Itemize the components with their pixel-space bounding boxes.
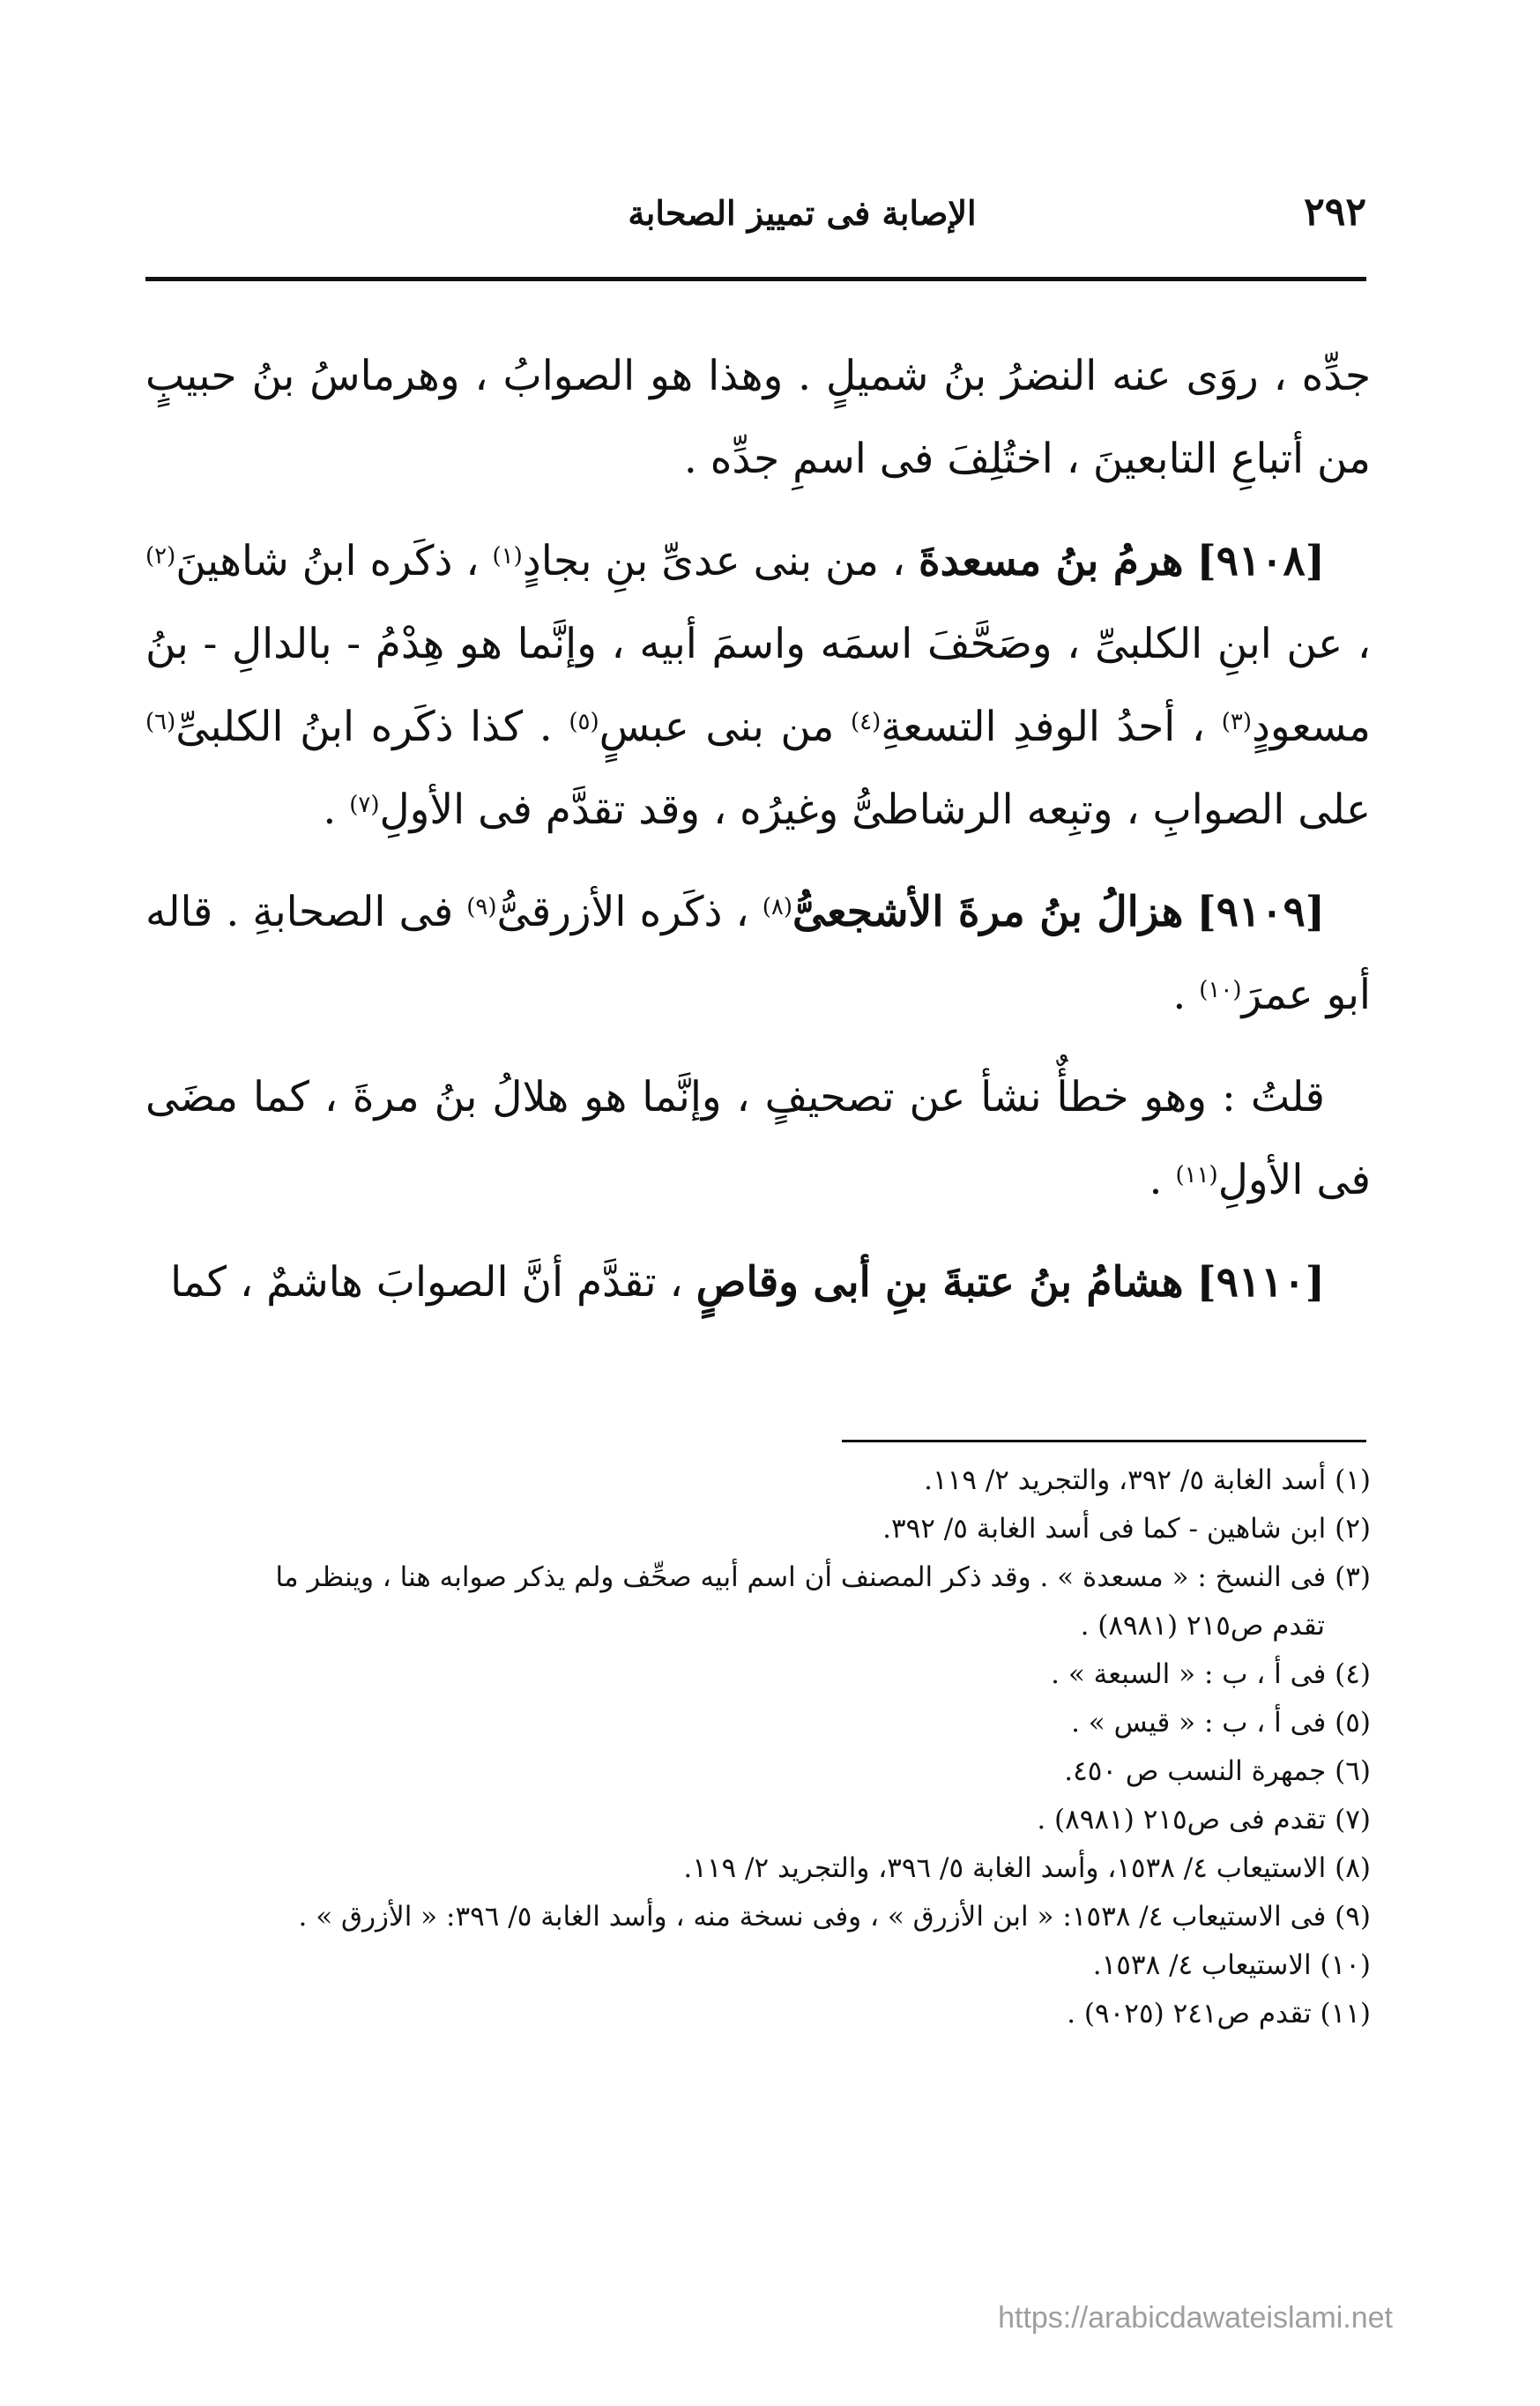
entry-number: [٩١٠٩] (1196, 888, 1325, 936)
entry-text: ، عن ابنِ الكلبىِّ ، وصَحَّفَ اسمَه واسمَ أبيه ، وإنَّما هو هِدْمُ - بالدالِ - بنُ مسعودٍ (145, 620, 1371, 751)
footnote-ref: (١) (492, 543, 523, 570)
entry-text: ، ذكَره ابنُ شاهينَ (175, 537, 480, 585)
entry-9109 (145, 871, 1371, 1037)
entry-9110 (145, 1241, 1371, 1324)
main-text (145, 335, 1371, 1344)
entry-name: هرمُ بنُ مسعدةَ (919, 537, 1184, 585)
paragraph-continuation: جدِّه ، روَى عنه النضرُ بنُ شميلٍ . وهذا هو الصوابُ ، وهرماسُ بنُ حبيبٍ من أتباعِ التابعينَ ، اختُلِفَ فى اسمِ جدِّه . (145, 352, 1371, 483)
commentary-paragraph (145, 1056, 1371, 1222)
footnote-1: (١) أسد الغابة ٥/ ٣٩٢، والتجريد ٢/ ١١٩. (924, 1464, 1371, 1496)
watermark-url: https://arabicdawateislami.net (998, 2301, 1393, 2335)
footnote-ref: (٨) (762, 894, 792, 920)
footnote-ref: (٩) (466, 894, 497, 920)
footnote-5: (٥) فى أ ، ب : « قيس » . (1071, 1707, 1371, 1739)
entry-text: على الصوابِ ، وتبِعه الرشاطىُّ وغيرُه ، وقد تقدَّم فى الأولِ (379, 786, 1371, 834)
footnote-4: (٤) فى أ ، ب : « السبعة » . (1051, 1658, 1371, 1690)
footnote-3-continuation (145, 1602, 1371, 1650)
footnote-ref: (٢) (145, 543, 176, 570)
entry-9108 (145, 520, 1371, 852)
footnote-3-continuation-text: تقدم ص٢١٥ (٨٩٨١) . (1080, 1610, 1325, 1642)
footnotes (145, 1456, 1371, 2038)
footnote-2: (٢) ابن شاهين - كما فى أسد الغابة ٥/ ٣٩٢. (882, 1513, 1371, 1545)
header-rule (145, 277, 1366, 281)
footnote-11: (١١) تقدم ص٢٤١ (٩٠٢٥) . (1067, 1998, 1371, 2030)
running-title: الإصابة فى تمييز الصحابة (628, 193, 977, 233)
entry-text: . كذا ذكَره ابنُ الكلبىِّ (175, 703, 553, 751)
page-header (150, 190, 1366, 251)
entry-name: هزالُ بنُ مرةَ الأشجعىُّ (792, 888, 1184, 936)
footnote-6: (٦) جمهرة النسب ص ٤٥٠. (1064, 1755, 1371, 1787)
footnote-rule (842, 1440, 1366, 1442)
page-number: ٢٩٢ (1304, 190, 1366, 235)
footnote-ref: (٣) (1221, 709, 1252, 735)
entry-text: . (1172, 971, 1187, 1019)
entry-text: فى الصحابةِ . قاله أبو عمرَ (145, 888, 1371, 1019)
entry-text: من بنى عبسٍ (599, 703, 835, 751)
entry-number: [٩١٠٨] (1196, 537, 1325, 585)
footnote-ref: (١٠) (1199, 977, 1242, 1003)
footnote-10: (١٠) الاستيعاب ٤/ ١٥٣٨. (1092, 1949, 1371, 1981)
footnote-ref: (٤) (850, 709, 882, 735)
footnote-9: (٩) فى الاستيعاب ٤/ ١٥٣٨: « ابن الأزرق » ، وفى نسخة منه ، وأسد الغابة ٥/ ٣٩٦: « الأزرق » . (298, 1901, 1371, 1933)
footnote-8: (٨) الاستيعاب ٤/ ١٥٣٨، وأسد الغابة ٥/ ٣٩٦، والتجريد ٢/ ١١٩. (683, 1852, 1371, 1884)
footnote-7: (٧) تقدم فى ص٢١٥ (٨٩٨١) . (1037, 1804, 1371, 1836)
footnote-ref: (٧) (349, 792, 380, 818)
footnote-ref: (٥) (569, 709, 599, 735)
entry-number: [٩١١٠] (1196, 1258, 1325, 1307)
footnote-ref: (١١) (1175, 1162, 1218, 1188)
commentary-text: قلتُ : وهو خطأٌ نشأ عن تصحيفٍ ، وإنَّما هو هلالُ بنُ مرةَ ، كما مضَى فى الأولِ (145, 1073, 1371, 1204)
footnote-3: (٣) فى النسخ : « مسعدة » . وقد ذكر المصنف أن اسم أبيه صحِّف ولم يذكر صوابه هنا ، وينظر ما (275, 1561, 1371, 1593)
commentary-text: . (1149, 1156, 1163, 1204)
entry-text: . (323, 786, 337, 834)
entry-text: ، ذكَره الأزرقىُّ (496, 888, 749, 936)
footnote-ref: (٦) (145, 709, 176, 735)
entry-name: هشامُ بنُ عتبةَ بنِ أبى وقاصٍ (696, 1258, 1184, 1307)
entry-text: ، تقدَّم أنَّ الصوابَ هاشمٌ ، كما (170, 1258, 683, 1307)
entry-text: ، أحدُ الوفدِ التسعةِ (881, 703, 1206, 751)
entry-text: ، من بنى عدىِّ بنِ بجادٍ (522, 537, 906, 585)
